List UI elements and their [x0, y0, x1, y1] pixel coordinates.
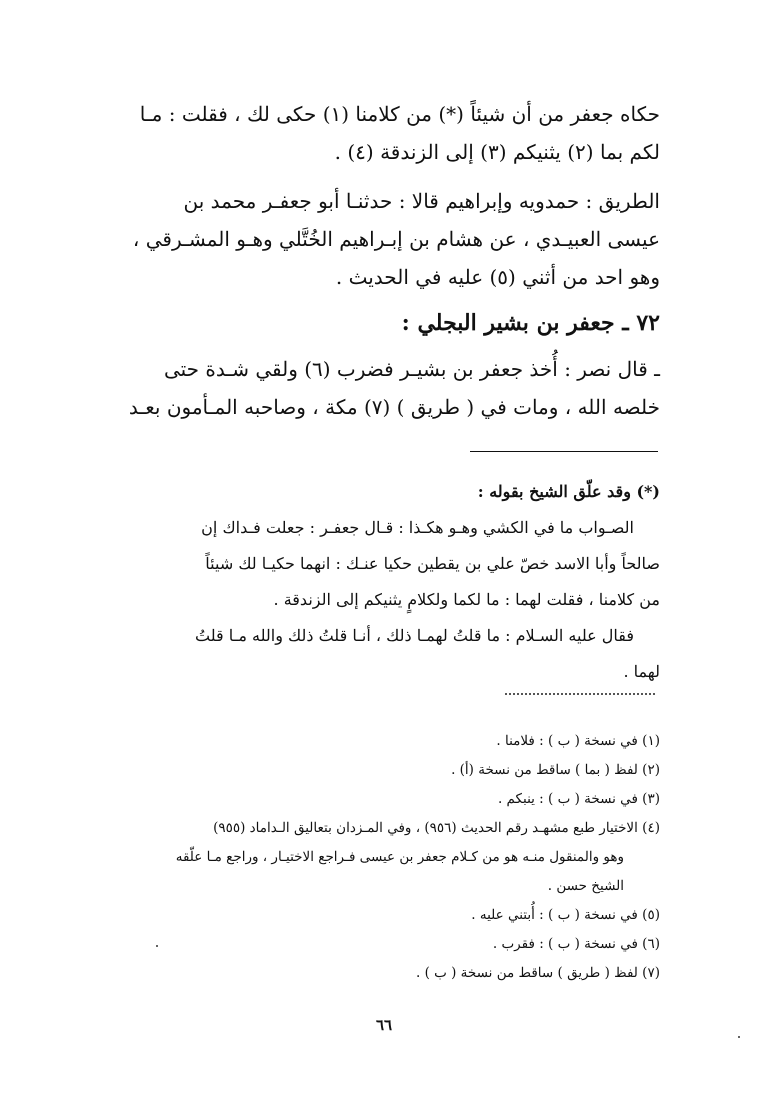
editor-note	[100, 474, 660, 690]
entry-heading	[100, 304, 660, 342]
heading-text: ٧٢ ـ جعفر بن بشير البجلي :	[401, 310, 660, 336]
note-line: فقال عليه السـلام : ما قلتُ لهمـا ذلك ، أنـا قلتُ ذلك والله مـا قلتُ	[195, 626, 634, 645]
footnote: (٤) الاختيار طبع مشهـد رقم الحديث (٩٥٦) ، وفي المـزدان بتعاليق الـداماد (٩٥٥)	[213, 820, 660, 836]
paragraph-1	[100, 95, 660, 171]
footnote: (٣) في نسخة ( ب ) : ينبكم .	[497, 791, 660, 807]
scan-speck	[738, 1036, 740, 1038]
separator-rule	[470, 451, 658, 452]
footnote: (١) في نسخة ( ب ) : فلامنا .	[496, 733, 660, 749]
dotted-separator	[505, 693, 655, 695]
footnote: (٢) لفظ ( بما ) ساقط من نسخة (أ) .	[451, 762, 660, 778]
text-line: خلصه الله ، ومات في ( طريق ) (٧) مكة ، وصاحبه المـأمون بعـد	[128, 395, 660, 419]
text-line: وهو احد من أثني (٥) عليه في الحديث .	[335, 265, 660, 289]
page-number: ٦٦	[375, 1016, 393, 1034]
note-line: صالحاً وأبا الاسد خصّ علي بن يقطين حكيا عنـك : انهما حكيـا لك شيئاً	[205, 554, 660, 573]
footnote: (٦) في نسخة ( ب ) : فقرب .	[492, 936, 660, 952]
scan-speck	[156, 945, 158, 947]
text-line: لكم بما (٢) يثنيكم (٣) إلى الزندقة (٤) .	[334, 140, 660, 164]
note-line: الصـواب ما في الكشي وهـو هكـذا : قـال جعفـر : جعلت فـداك إن	[201, 518, 634, 537]
note-title: (*) وقد علّق الشيخ بقوله :	[477, 482, 660, 501]
note-line: من كلامنا ، فقلت لهما : ما لكما ولكلامٍ يثنيكم إلى الزندقة .	[273, 590, 660, 609]
footnotes	[100, 727, 660, 988]
text-line: الطريق : حمدويه وإبراهيم قالا : حدثنـا أبو جعفـر محمد بن	[183, 189, 660, 213]
text-line: ـ قال نصر : أُخذ جعفر بن بشيـر فضرب (٦) ولقي شـدة حتى	[163, 357, 660, 381]
footnote-continuation: وهو والمنقول منـه هو من كـلام جعفر بن عيسى فـراجع الاختيـار ، وراجع مـا علّقه	[175, 849, 624, 865]
footnote: (٧) لفظ ( طريق ) ساقط من نسخة ( ب ) .	[415, 965, 660, 981]
text-line: حكاه جعفر من أن شيئاً (*) من كلامنا (١) حكى لك ، فقلت : مـا	[139, 102, 660, 126]
paragraph-2	[100, 182, 660, 296]
footnote: (٥) في نسخة ( ب ) : أُبتني عليه .	[471, 907, 660, 923]
note-line: لهما .	[623, 662, 660, 681]
footnote-continuation: الشيخ حسن .	[547, 878, 624, 894]
paragraph-3	[100, 350, 660, 426]
text-line: عيسى العبيـدي ، عن هشام بن إبـراهيم الخُتَّلي وهـو المشـرقي ،	[132, 227, 660, 251]
